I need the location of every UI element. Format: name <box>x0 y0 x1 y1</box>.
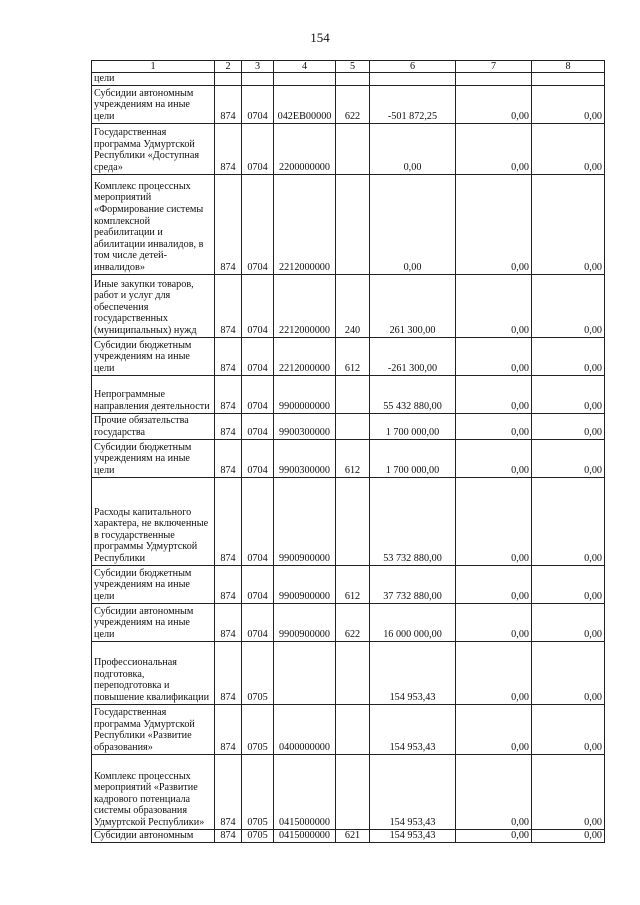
item-name-cell: Непрограммные направления деятельности <box>92 375 215 413</box>
item-name-cell: Иные закупки товаров, работ и услуг для обеспечения государственных (муниципальных) нужд <box>92 274 215 337</box>
target-article-cell: 042EB00000 <box>274 85 336 123</box>
amount-col7-cell: 0,00 <box>456 603 532 641</box>
amount-col8-cell: 0,00 <box>532 565 605 603</box>
amount-col8-cell: 0,00 <box>532 439 605 477</box>
item-name-cell: Субсидии автономным учреждениям на иные цели <box>92 603 215 641</box>
expense-type-cell <box>336 375 370 413</box>
table-row <box>92 413 605 439</box>
table-row <box>92 274 605 337</box>
section-code-cell: 0704 <box>242 477 274 565</box>
amount-col7-cell: 0,00 <box>456 123 532 174</box>
amount-col7-cell: 0,00 <box>456 565 532 603</box>
target-article-cell: 2212000000 <box>274 337 336 375</box>
target-article-cell: 9900900000 <box>274 477 336 565</box>
amount-cell: -501 872,25 <box>370 85 456 123</box>
expense-type-cell <box>336 174 370 274</box>
item-name-cell: Прочие обязательства государства <box>92 413 215 439</box>
amount-col7-cell: 0,00 <box>456 174 532 274</box>
amount-col8-cell: 0,00 <box>532 603 605 641</box>
expense-type-cell: 612 <box>336 439 370 477</box>
item-name-cell: Субсидии автономным <box>92 829 215 842</box>
target-article-cell: 9900300000 <box>274 413 336 439</box>
budget-table <box>91 60 605 843</box>
section-code-cell: 0704 <box>242 123 274 174</box>
amount-col8-cell: 0,00 <box>532 641 605 704</box>
item-name-cell: цели <box>92 73 215 86</box>
amount-col8-cell: 0,00 <box>532 829 605 842</box>
amount-cell: 0,00 <box>370 123 456 174</box>
section-code-cell: 0704 <box>242 439 274 477</box>
amount-col8-cell: 0,00 <box>532 123 605 174</box>
section-code-cell: 0705 <box>242 641 274 704</box>
table-row <box>92 641 605 704</box>
section-code-cell: 0704 <box>242 337 274 375</box>
table-row <box>92 174 605 274</box>
amount-cell: 154 953,43 <box>370 704 456 754</box>
section-code-cell <box>242 73 274 86</box>
ministry-code-cell: 874 <box>215 274 242 337</box>
amount-col7-cell: 0,00 <box>456 85 532 123</box>
ministry-code-cell: 874 <box>215 565 242 603</box>
item-name-cell: Субсидии бюджетным учреждениям на иные цели <box>92 439 215 477</box>
amount-col7-cell: 0,00 <box>456 704 532 754</box>
target-article-cell: 9900000000 <box>274 375 336 413</box>
amount-cell: 154 953,43 <box>370 754 456 829</box>
table-row <box>92 603 605 641</box>
expense-type-cell: 612 <box>336 337 370 375</box>
table-row <box>92 829 605 842</box>
column-header: 3 <box>242 61 274 73</box>
item-name-cell: Государственная программа Удмуртской Республики «Доступная среда» <box>92 123 215 174</box>
amount-col7-cell: 0,00 <box>456 641 532 704</box>
expense-type-cell <box>336 641 370 704</box>
target-article-cell: 9900900000 <box>274 565 336 603</box>
target-article-cell: 2212000000 <box>274 174 336 274</box>
ministry-code-cell: 874 <box>215 85 242 123</box>
amount-cell <box>370 73 456 86</box>
amount-col7-cell: 0,00 <box>456 337 532 375</box>
amount-col7-cell <box>456 73 532 86</box>
amount-col8-cell: 0,00 <box>532 704 605 754</box>
target-article-cell <box>274 641 336 704</box>
amount-cell: 154 953,43 <box>370 641 456 704</box>
column-header: 2 <box>215 61 242 73</box>
expense-type-cell <box>336 123 370 174</box>
column-header: 7 <box>456 61 532 73</box>
item-name-cell: Субсидии бюджетным учреждениям на иные цели <box>92 337 215 375</box>
amount-col7-cell: 0,00 <box>456 439 532 477</box>
target-article-cell: 0415000000 <box>274 829 336 842</box>
item-name-cell: Государственная программа Удмуртской Республики «Развитие образования» <box>92 704 215 754</box>
header-row <box>92 61 605 73</box>
target-article-cell: 0400000000 <box>274 704 336 754</box>
ministry-code-cell: 874 <box>215 123 242 174</box>
ministry-code-cell: 874 <box>215 439 242 477</box>
column-header: 5 <box>336 61 370 73</box>
amount-col8-cell: 0,00 <box>532 85 605 123</box>
amount-col8-cell: 0,00 <box>532 477 605 565</box>
expense-type-cell <box>336 73 370 86</box>
target-article-cell: 2212000000 <box>274 274 336 337</box>
item-name-cell: Субсидии автономным учреждениям на иные цели <box>92 85 215 123</box>
table-row <box>92 754 605 829</box>
expense-type-cell: 622 <box>336 85 370 123</box>
amount-cell: 53 732 880,00 <box>370 477 456 565</box>
section-code-cell: 0704 <box>242 174 274 274</box>
target-article-cell: 9900300000 <box>274 439 336 477</box>
target-article-cell: 0415000000 <box>274 754 336 829</box>
ministry-code-cell: 874 <box>215 603 242 641</box>
amount-cell: 154 953,43 <box>370 829 456 842</box>
target-article-cell <box>274 73 336 86</box>
page-number: 154 <box>310 30 330 45</box>
table-row <box>92 85 605 123</box>
table-row <box>92 704 605 754</box>
section-code-cell: 0704 <box>242 565 274 603</box>
ministry-code-cell: 874 <box>215 829 242 842</box>
expense-type-cell <box>336 413 370 439</box>
amount-cell: 261 300,00 <box>370 274 456 337</box>
expense-type-cell: 621 <box>336 829 370 842</box>
amount-cell: 1 700 000,00 <box>370 439 456 477</box>
expense-type-cell: 240 <box>336 274 370 337</box>
table-row <box>92 439 605 477</box>
item-name-cell: Профессиональная подготовка, переподготовка и повышение квалификации <box>92 641 215 704</box>
amount-col8-cell: 0,00 <box>532 413 605 439</box>
expense-type-cell <box>336 754 370 829</box>
column-header: 6 <box>370 61 456 73</box>
target-article-cell: 2200000000 <box>274 123 336 174</box>
table-row <box>92 123 605 174</box>
ministry-code-cell: 874 <box>215 413 242 439</box>
table-row <box>92 337 605 375</box>
amount-col7-cell: 0,00 <box>456 477 532 565</box>
amount-col7-cell: 0,00 <box>456 829 532 842</box>
amount-col8-cell: 0,00 <box>532 337 605 375</box>
amount-cell: -261 300,00 <box>370 337 456 375</box>
column-header: 4 <box>274 61 336 73</box>
amount-cell: 55 432 880,00 <box>370 375 456 413</box>
table-row <box>92 477 605 565</box>
ministry-code-cell: 874 <box>215 641 242 704</box>
amount-col8-cell: 0,00 <box>532 754 605 829</box>
ministry-code-cell: 874 <box>215 704 242 754</box>
ministry-code-cell: 874 <box>215 375 242 413</box>
ministry-code-cell <box>215 73 242 86</box>
section-code-cell: 0704 <box>242 603 274 641</box>
section-code-cell: 0704 <box>242 274 274 337</box>
amount-col7-cell: 0,00 <box>456 413 532 439</box>
item-name-cell: Комплекс процессных мероприятий «Развитие кадрового потенциала системы образования Удмуртской Республики» <box>92 754 215 829</box>
ministry-code-cell: 874 <box>215 174 242 274</box>
expense-type-cell: 612 <box>336 565 370 603</box>
amount-cell: 16 000 000,00 <box>370 603 456 641</box>
section-code-cell: 0705 <box>242 704 274 754</box>
target-article-cell: 9900900000 <box>274 603 336 641</box>
item-name-cell: Субсидии бюджетным учреждениям на иные цели <box>92 565 215 603</box>
section-code-cell: 0705 <box>242 754 274 829</box>
section-code-cell: 0704 <box>242 413 274 439</box>
amount-col7-cell: 0,00 <box>456 274 532 337</box>
amount-col8-cell: 0,00 <box>532 174 605 274</box>
amount-col8-cell: 0,00 <box>532 274 605 337</box>
section-code-cell: 0704 <box>242 375 274 413</box>
table-row <box>92 565 605 603</box>
amount-cell: 37 732 880,00 <box>370 565 456 603</box>
ministry-code-cell: 874 <box>215 477 242 565</box>
section-code-cell: 0705 <box>242 829 274 842</box>
expense-type-cell <box>336 477 370 565</box>
expense-type-cell <box>336 704 370 754</box>
amount-col7-cell: 0,00 <box>456 375 532 413</box>
item-name-cell: Комплекс процессных мероприятий «Формирование системы комплексной реабилитации и абилитации инвалидов, в том числе детей-инвалидов» <box>92 174 215 274</box>
column-header: 1 <box>92 61 215 73</box>
amount-col8-cell: 0,00 <box>532 375 605 413</box>
ministry-code-cell: 874 <box>215 337 242 375</box>
section-code-cell: 0704 <box>242 85 274 123</box>
amount-col8-cell <box>532 73 605 86</box>
table-row <box>92 73 605 86</box>
table-row <box>92 375 605 413</box>
item-name-cell: Расходы капитального характера, не включенные в государственные программы Удмуртской Республики <box>92 477 215 565</box>
ministry-code-cell: 874 <box>215 754 242 829</box>
amount-col7-cell: 0,00 <box>456 754 532 829</box>
amount-cell: 0,00 <box>370 174 456 274</box>
amount-cell: 1 700 000,00 <box>370 413 456 439</box>
expense-type-cell: 622 <box>336 603 370 641</box>
column-header: 8 <box>532 61 605 73</box>
